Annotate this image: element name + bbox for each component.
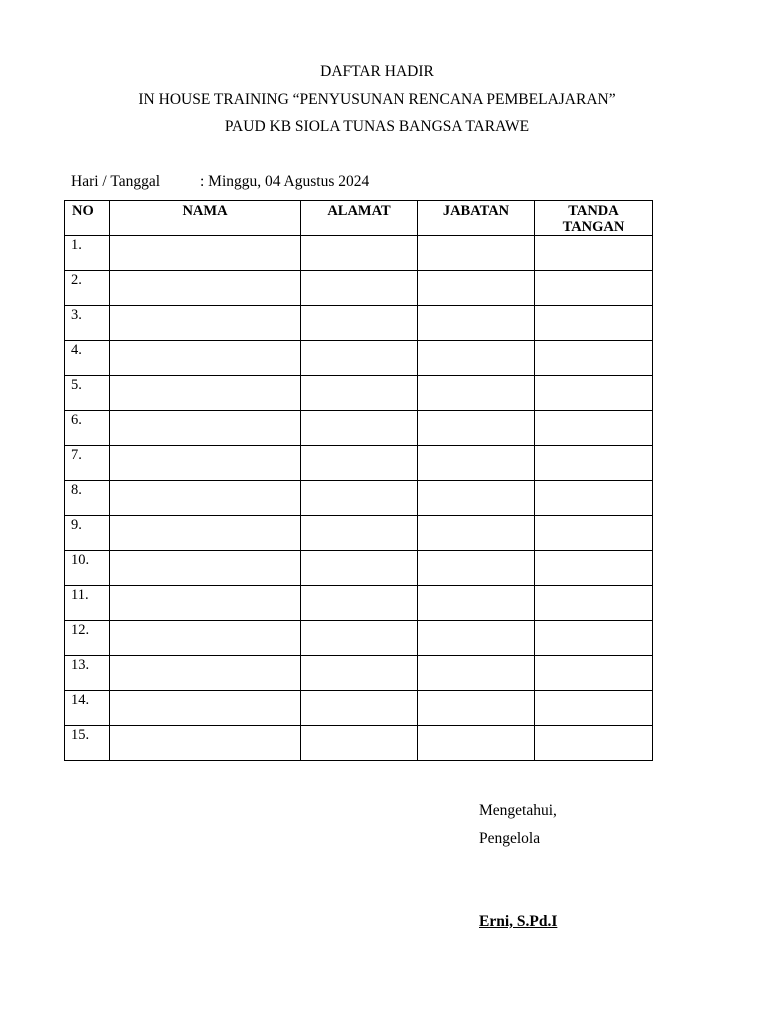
table-row xyxy=(65,271,653,306)
jabatan-cell[interactable] xyxy=(418,481,535,516)
tanda-tangan-cell[interactable] xyxy=(535,481,653,516)
row-number: 11. xyxy=(65,586,110,621)
alamat-cell[interactable] xyxy=(301,481,418,516)
table-row xyxy=(65,411,653,446)
alamat-cell[interactable] xyxy=(301,236,418,271)
nama-cell[interactable] xyxy=(110,376,301,411)
table-row xyxy=(65,516,653,551)
row-number: 9. xyxy=(65,516,110,551)
nama-cell[interactable] xyxy=(110,341,301,376)
jabatan-cell[interactable] xyxy=(418,551,535,586)
tanda-tangan-cell[interactable] xyxy=(535,446,653,481)
tanda-tangan-cell[interactable] xyxy=(535,691,653,726)
nama-cell[interactable] xyxy=(110,306,301,341)
alamat-cell[interactable] xyxy=(301,516,418,551)
nama-cell[interactable] xyxy=(110,621,301,656)
document-subtitle: IN HOUSE TRAINING “PENYUSUNAN RENCANA PEMBELAJARAN” xyxy=(138,91,616,108)
row-number: 12. xyxy=(65,621,110,656)
alamat-cell[interactable] xyxy=(301,656,418,691)
alamat-cell[interactable] xyxy=(301,446,418,481)
jabatan-cell[interactable] xyxy=(418,726,535,761)
alamat-cell[interactable] xyxy=(301,271,418,306)
table-row xyxy=(65,481,653,516)
row-number: 10. xyxy=(65,551,110,586)
tanda-tangan-cell[interactable] xyxy=(535,551,653,586)
nama-cell[interactable] xyxy=(110,551,301,586)
tanda-tangan-cell[interactable] xyxy=(535,516,653,551)
alamat-cell[interactable] xyxy=(301,621,418,656)
alamat-cell[interactable] xyxy=(301,341,418,376)
tanda-tangan-cell[interactable] xyxy=(535,586,653,621)
nama-cell[interactable] xyxy=(110,481,301,516)
jabatan-cell[interactable] xyxy=(418,236,535,271)
nama-cell[interactable] xyxy=(110,236,301,271)
table-row xyxy=(65,306,653,341)
attendance-table xyxy=(64,200,653,761)
row-number: 4. xyxy=(65,341,110,376)
row-number: 6. xyxy=(65,411,110,446)
table-row xyxy=(65,236,653,271)
jabatan-cell[interactable] xyxy=(418,411,535,446)
tanda-tangan-cell[interactable] xyxy=(535,656,653,691)
alamat-cell[interactable] xyxy=(301,726,418,761)
column-header-jabatan: JABATAN xyxy=(418,201,535,236)
row-number: 3. xyxy=(65,306,110,341)
table-row xyxy=(65,726,653,761)
jabatan-cell[interactable] xyxy=(418,656,535,691)
row-number: 7. xyxy=(65,446,110,481)
nama-cell[interactable] xyxy=(110,516,301,551)
jabatan-cell[interactable] xyxy=(418,341,535,376)
nama-cell[interactable] xyxy=(110,411,301,446)
jabatan-cell[interactable] xyxy=(418,621,535,656)
table-row xyxy=(65,376,653,411)
table-row xyxy=(65,691,653,726)
alamat-cell[interactable] xyxy=(301,376,418,411)
row-number: 1. xyxy=(65,236,110,271)
alamat-cell[interactable] xyxy=(301,306,418,341)
column-header-no: NO xyxy=(65,201,110,236)
tanda-tangan-cell[interactable] xyxy=(535,376,653,411)
row-number: 13. xyxy=(65,656,110,691)
document-title: DAFTAR HADIR xyxy=(320,63,434,80)
row-number: 2. xyxy=(65,271,110,306)
alamat-cell[interactable] xyxy=(301,586,418,621)
jabatan-cell[interactable] xyxy=(418,306,535,341)
tanda-tangan-cell[interactable] xyxy=(535,236,653,271)
signer-role: Pengelola xyxy=(479,830,541,847)
table-row xyxy=(65,551,653,586)
tanda-tangan-cell[interactable] xyxy=(535,271,653,306)
row-number: 5. xyxy=(65,376,110,411)
tanda-tangan-cell[interactable] xyxy=(535,411,653,446)
jabatan-cell[interactable] xyxy=(418,691,535,726)
tanda-tangan-cell[interactable] xyxy=(535,621,653,656)
row-number: 8. xyxy=(65,481,110,516)
table-row xyxy=(65,621,653,656)
tanda-tangan-cell[interactable] xyxy=(535,306,653,341)
institution-name: PAUD KB SIOLA TUNAS BANGSA TARAWE xyxy=(224,118,530,135)
jabatan-cell[interactable] xyxy=(418,446,535,481)
jabatan-cell[interactable] xyxy=(418,586,535,621)
table-row xyxy=(65,341,653,376)
acknowledged-label: Mengetahui, xyxy=(479,802,557,819)
alamat-cell[interactable] xyxy=(301,411,418,446)
nama-cell[interactable] xyxy=(110,271,301,306)
jabatan-cell[interactable] xyxy=(418,376,535,411)
date-value: : Minggu, 04 Agustus 2024 xyxy=(200,173,370,190)
nama-cell[interactable] xyxy=(110,691,301,726)
tanda-tangan-cell[interactable] xyxy=(535,341,653,376)
row-number: 14. xyxy=(65,691,110,726)
nama-cell[interactable] xyxy=(110,446,301,481)
row-number: 15. xyxy=(65,726,110,761)
table-header-row xyxy=(65,201,653,236)
date-label: Hari / Tanggal xyxy=(71,173,161,190)
column-header-tanda-tangan xyxy=(535,201,653,236)
tanda-tangan-label: TANDA TANGAN xyxy=(562,203,625,235)
table-row xyxy=(65,656,653,691)
nama-cell[interactable] xyxy=(110,586,301,621)
column-header-nama: NAMA xyxy=(110,201,301,236)
signer-name: Erni, S.Pd.I xyxy=(479,913,558,930)
nama-cell[interactable] xyxy=(110,656,301,691)
table-row xyxy=(65,446,653,481)
table-row xyxy=(65,586,653,621)
alamat-cell[interactable] xyxy=(301,691,418,726)
tanda-tangan-cell[interactable] xyxy=(535,726,653,761)
alamat-cell[interactable] xyxy=(301,551,418,586)
jabatan-cell[interactable] xyxy=(418,516,535,551)
jabatan-cell[interactable] xyxy=(418,271,535,306)
nama-cell[interactable] xyxy=(110,726,301,761)
column-header-alamat: ALAMAT xyxy=(301,201,418,236)
